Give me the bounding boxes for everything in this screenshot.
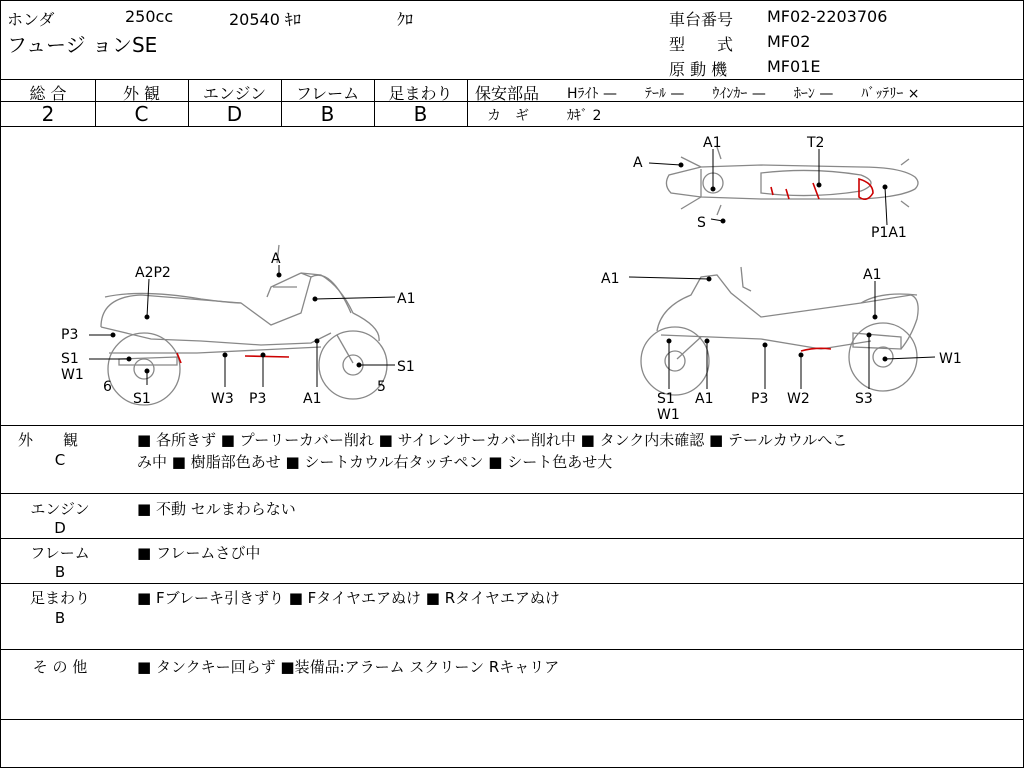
diagram-label: S1 (657, 391, 675, 407)
section-text-engine: ■ 不動 セルまわらない (137, 500, 296, 518)
diagram-label: S3 (855, 391, 873, 407)
top-view-scooter (666, 147, 918, 215)
grade-overall: 2 (41, 102, 55, 126)
section-title-engine: エンジン (30, 500, 90, 518)
section-text-frame: ■ フレームさび中 (137, 544, 261, 562)
section-grade-frame: B (54, 563, 66, 581)
diagram-label: A1 (303, 391, 322, 407)
grade-header-overall: 総 合 (29, 84, 67, 103)
divider (1, 79, 1023, 80)
section-text-exterior: ■ 各所きず ■ プーリーカバー削れ ■ サイレンサーカバー削れ中 ■ タンク内未確認 ■ テールカウルへこ (137, 431, 848, 449)
safety-parts-items: Hﾗｲﾄ — ﾃｰﾙ — ｳｲﾝｶｰ — ﾎｰﾝ — ﾊﾞｯﾃﾘｰ × (567, 86, 920, 102)
section-grade-exterior: C (54, 451, 66, 469)
grade-header-exterior: 外 観 (122, 84, 161, 103)
damage-diagram (1, 127, 1023, 425)
section-title-other: そ の 他 (32, 658, 88, 676)
diagram-label: W2 (787, 391, 810, 407)
damage-mark (245, 356, 289, 357)
section-text-exterior-2: み中 ■ 樹脂部色あせ ■ シートカウル右タッチペン ■ シート色あせ大 (137, 453, 613, 471)
diagram-label: P3 (249, 391, 267, 407)
right-view-scooter (641, 267, 918, 395)
frame-no-value: MF02-2203706 (767, 7, 888, 26)
diagram-label: P1A1 (871, 225, 907, 241)
frame-no-label: 車台番号 (669, 10, 734, 29)
divider (1, 583, 1023, 584)
safety-parts-label: 保安部品 (475, 84, 540, 103)
key-label: カ ギ (487, 108, 529, 124)
section-text-suspension: ■ Fブレーキ引きずり ■ Fタイヤエアぬけ ■ Rタイヤエアぬけ (137, 589, 560, 607)
divider (1, 538, 1023, 539)
maker: ホンダ (7, 10, 55, 29)
diagram-label: W1 (61, 367, 84, 383)
diagram-label: S1 (61, 351, 79, 367)
divider (1, 649, 1023, 650)
diagram-label: S (697, 215, 706, 231)
grade-suspension: B (413, 102, 428, 126)
displacement: 250cc (125, 7, 174, 26)
engine-model-label: 原 動 機 (669, 60, 728, 79)
divider (1, 719, 1023, 720)
divider (467, 79, 468, 126)
type-value: MF02 (767, 32, 811, 51)
body-color: ｸﾛ (397, 10, 414, 29)
engine-model-value: MF01E (767, 57, 821, 76)
diagram-label: 6 (103, 379, 112, 395)
diagram-label: A (633, 155, 643, 171)
grade-header-engine: エンジン (202, 84, 267, 103)
diagram-label: 5 (377, 379, 386, 395)
grade-engine: D (226, 102, 243, 126)
diagram-label: W1 (939, 351, 962, 367)
grade-header-suspension: 足まわり (388, 84, 453, 103)
diagram-label: W3 (211, 391, 234, 407)
grade-header-frame: フレーム (295, 84, 360, 103)
diagram-label: A1 (863, 267, 882, 283)
diagram-label: P3 (61, 327, 79, 343)
section-grade-suspension: B (54, 609, 66, 627)
section-title-frame: フレーム (30, 544, 90, 562)
diagram-label: A1 (397, 291, 416, 307)
diagram-label: A1 (601, 271, 620, 287)
section-title-suspension: 足まわり (29, 589, 90, 607)
diagram-label: A1 (703, 135, 722, 151)
grade-exterior: C (134, 102, 149, 126)
diagram-label: A1 (695, 391, 714, 407)
type-label: 型 式 (669, 35, 734, 54)
diagram-label: W1 (657, 407, 680, 423)
diagram-label: S1 (133, 391, 151, 407)
section-text-other: ■ タンクキー回らず ■装備品:アラーム スクリーン Rキャリア (137, 658, 560, 676)
divider (1, 425, 1023, 426)
damage-mark (771, 183, 819, 199)
diagram-label: S1 (397, 359, 415, 375)
diagram-label: T2 (807, 135, 825, 151)
diagram-label: P3 (751, 391, 769, 407)
mileage: 20540 ｷﾛ (229, 10, 301, 29)
section-title-exterior: 外 観 (17, 431, 78, 449)
section-grade-engine: D (54, 519, 66, 537)
model-name: フュージ ョンSE (7, 33, 158, 57)
diagram-label: A2P2 (135, 265, 171, 281)
damage-mark (801, 348, 831, 351)
key-value: ｶｷﾞ 2 (567, 108, 602, 124)
diagram-label: A (271, 251, 281, 267)
grade-frame: B (320, 102, 335, 126)
divider (1, 493, 1023, 494)
